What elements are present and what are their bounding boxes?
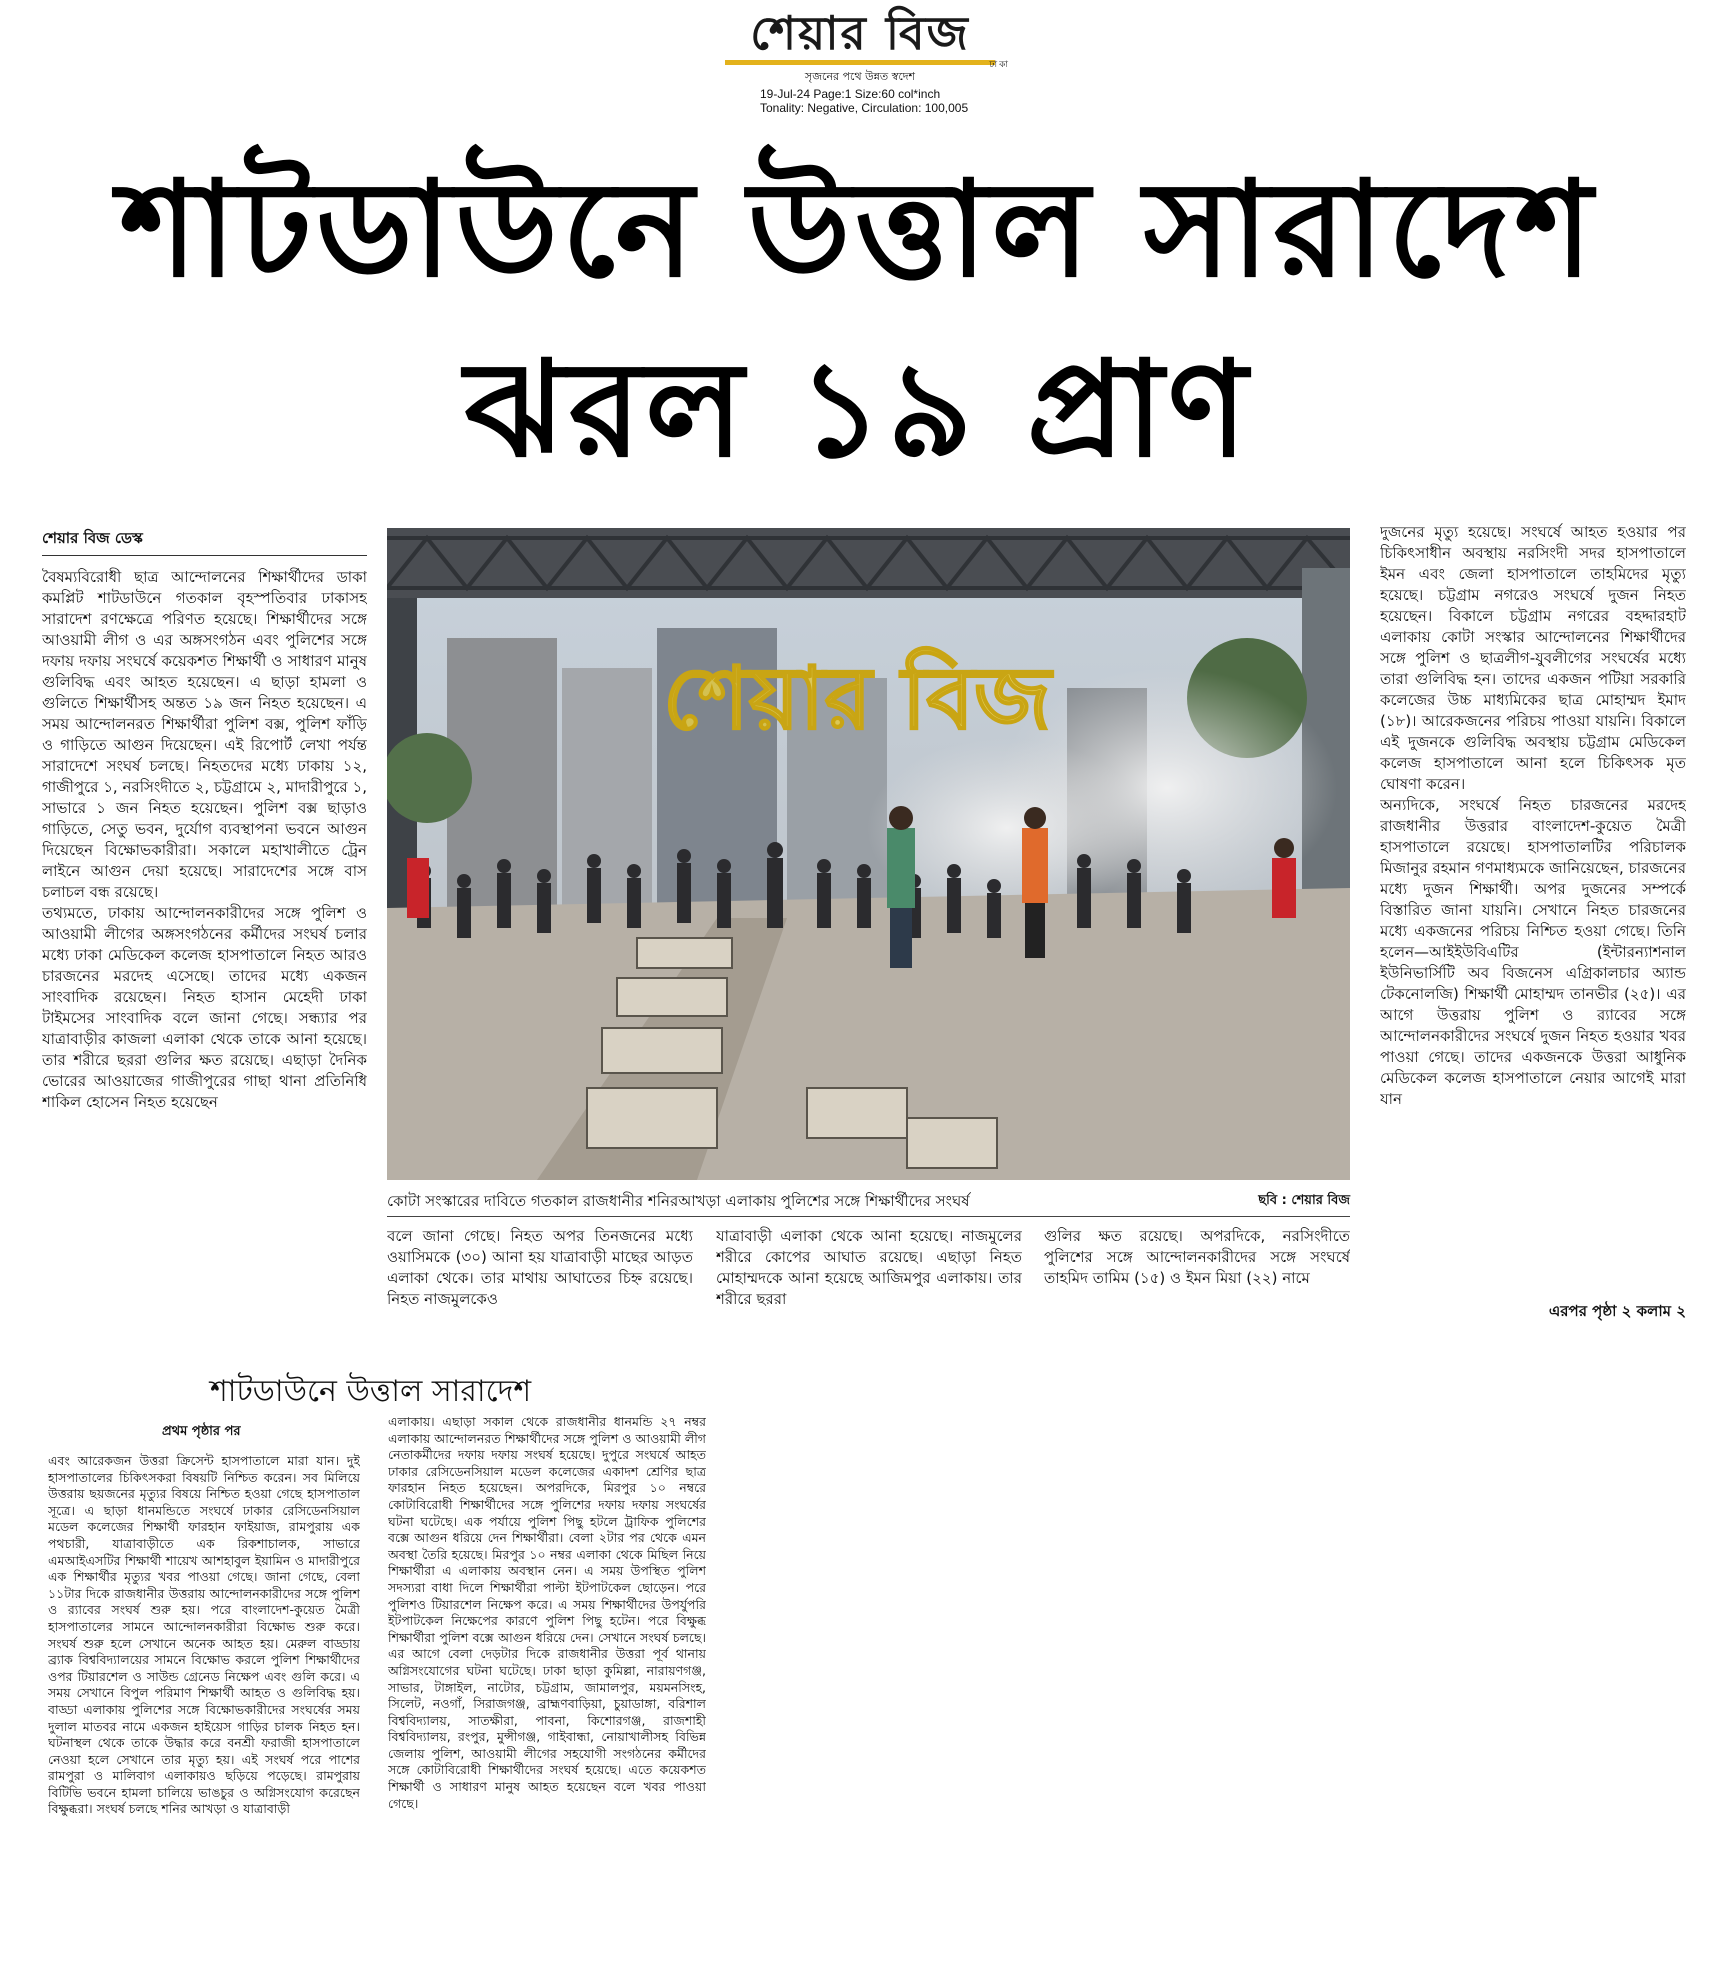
photo-caption-bar (387, 1188, 1350, 1217)
protest-scene-image (387, 528, 1350, 1180)
article-paragraph: দুজনের মৃত্যু হয়েছে। সংঘর্ষে আহত হওয়ার পর চিকিৎসাধীন অবস্থায় নরসিংদী সদর হাসপাতালে ইমন এবং জেলা হাসপাতালে তাহমিদের মৃত্যু হয়েছে। চট্টগ্রাম নগরেও সংঘর্ষে দুজন নিহত হয়েছেন। বিকালে চট্টগ্রাম নগরের বহদ্দারহাট এলাকায় কোটা সংস্কার আন্দোলনের শিক্ষার্থীদের সঙ্গে পুলিশ ও ছাত্রলীগ-যুবলীগের সংঘর্ষের মধ্যে তারা গুলিবিদ্ধ হন। তাদের একজন পটিয়া সরকারি কলেজের উচ্চ মাধ্যমিকের ছাত্র মোহাম্মদ ইমাদ (১৮)। আরেকজনের পরিচয় পাওয়া যায়নি। বিকালে এই দুজনকে গুলিবিদ্ধ অবস্থায় চট্টগ্রাম মেডিকেল কলেজ হাসপাতালে আনা হলে চিকিৎসক মৃত ঘোষণা করেন। (1380, 523, 1686, 793)
article-right-column (1380, 522, 1686, 1277)
article-left-column (42, 567, 367, 1327)
photo-caption: কোটা সংস্কারের দাবিতে গতকাল রাজধানীর শনিরআখড়া এলাকায় পুলিশের সঙ্গে শিক্ষার্থীদের সংঘর্ষ (387, 1192, 970, 1210)
photo-watermark: শেয়ার বিজ (662, 649, 1052, 749)
article-paragraph: বৈষম্যবিরোধী ছাত্র আন্দোলনের শিক্ষার্থীদের ডাকা কমপ্লিট শাটডাউনে গতকাল বৃহস্পতিবার ঢাকাসহ সারাদেশ রণক্ষেত্রে পরিণত হয়েছে। শিক্ষার্থীদের সঙ্গে আওয়ামী লীগ ও এর অঙ্গসংগঠন এবং পুলিশের সঙ্গে দফায় দফায় সংঘর্ষে কয়েকশত শিক্ষার্থী ও সাধারণ মানুষ গুলিবিদ্ধ এবং আহত হয়েছেন। এ ছাড়া হামলা ও গুলিতে শিক্ষার্থীসহ অন্তত ১৯ জন নিহত হয়েছেন। এ সময় আন্দোলনরত শিক্ষার্থীরা পুলিশ বক্স, পুলিশ ফাঁড়ি ও গাড়িতে আগুন দিয়েছেন। এই রিপোর্ট লেখা পর্যন্ত সারাদেশে সংঘর্ষ চলছে। নিহতদের মধ্যে ঢাকায় ১২, গাজীপুরে ১, নরসিংদীতে ২, চট্টগ্রামে ২, মাদারীপুরে ১, সাভারে ১ জন নিহত হয়েছেন। পুলিশ বক্স ছাড়াও গাড়িতে, সেতু ভবন, দুর্যোগ ব্যবস্থাপনা ভবনে আগুন দিয়েছেন বিক্ষোভকারীরা। সকালে মহাখালীতে ট্রেন লাইনে আগুন দেয়া হয়েছে। সারাদেশের সঙ্গে বাস চলাচল বন্ধ রয়েছে। (42, 568, 367, 901)
logo-suffix: ঢাকা (989, 60, 1010, 70)
article-paragraph: অন্যদিকে, সংঘর্ষে নিহত চারজনের মরদেহ রাজধানীর উত্তরার বাংলাদেশ-কুয়েত মৈত্রী হাসপাতালে রয়েছে। হাসপাতালটির পরিচালক মিজানুর রহমান গণমাধ্যমকে জানিয়েছেন, চারজনের মধ্যে দুজন শিক্ষার্থী। অপর দুজনের সম্পর্কে বিস্তারিত জানা যায়নি। সেখানে নিহত চারজনের মধ্যে একজনের পরিচয় নিশ্চিত হওয়া গেছে। তিনি হলেন—আইইউবিএটির (ইন্টারন্যাশনাল ইউনিভার্সিটি অব বিজনেস এগ্রিকালচার অ্যান্ড টেকনোলজি) শিক্ষার্থী মোহাম্মদ তানভীর (২৫)। এর আগে উত্তরায় পুলিশ ও র‍্যাবের সঙ্গে আন্দোলনকারীদের সংঘর্ষে দুজন নিহত হওয়ার খবর পাওয়া গেছে। তাদের একজনকে উত্তরা আধুনিক মেডিকেল কলেজ হাসপাতালে নেয়ার আগেই মারা যান (1380, 796, 1686, 1108)
article-sub-column-1: বলে জানা গেছে। নিহত অপর তিনজনের মধ্যে ওয়াসিমকে (৩০) আনা হয় যাত্রাবাড়ী মাছের আড়ত এলাকা থেকে। তার মাথায় আঘাতের চিহ্ন রয়েছে। নিহত নাজমুলকেও (387, 1227, 693, 1308)
byline: শেয়ার বিজ ডেস্ক (42, 527, 367, 556)
headline-line1: শাটডাউনে উত্তাল সারাদেশ (119, 153, 1597, 307)
newspaper-logo (700, 6, 1020, 70)
masthead (700, 6, 1020, 116)
news-photo (387, 528, 1350, 1180)
clip-meta-date: 19-Jul-24 Page:1 Size:60 col*inch (760, 87, 941, 101)
continued-on-note: এরপর পৃষ্ঠা ২ কলাম ২ (1548, 1302, 1686, 1320)
article-sub-column-2: যাত্রাবাড়ী এলাকা থেকে আনা হয়েছে। নাজমুলের শরীরে কোপের আঘাত রয়েছে। এছাড়া নিহত মোহাম্মদকে আনা হয়েছে আজিমপুর এলাকায়। তার শরীরে ছররা (716, 1227, 1022, 1308)
continuation-subheading: প্রথম পৃষ্ঠার পর (162, 1424, 241, 1439)
article-sub-column-3: গুলির ক্ষত রয়েছে। অপরদিকে, নরসিংদীতে পুলিশের সঙ্গে আন্দোলনকারীদের সঙ্গে সংঘর্ষে তাহমিদ তামিম (১৫) ও ইমন মিয়া (২২) নামে (1044, 1227, 1350, 1287)
continuation-heading: শাটডাউনে উত্তাল সারাদেশ (210, 1374, 532, 1409)
logo-accent-bar (725, 60, 995, 65)
tagline: সৃজনের পথে উন্নত স্বদেশ (804, 70, 916, 83)
continuation-column-1: এবং আরেকজন উত্তরা ক্রিসেন্ট হাসপাতালে মারা যান। দুই হাসপাতালের চিকিৎসকরা বিষয়টি নিশ্চিত করেন। সব মিলিয়ে উত্তরায় ছয়জনের মৃত্যুর বিষয়ে নিশ্চিত হওয়া গেছে হাসপাতাল সূত্রে। এ ছাড়া ধানমন্ডিতে সংঘর্ষে ঢাকার রেসিডেনসিয়াল মডেল কলেজের শিক্ষার্থী ফারহান ফাইয়াজ, রামপুরায় এক পথচারী, যাত্রাবাড়ীতে এক রিকশাচালক, সাভারে এমআইএসটির শিক্ষার্থী শায়েখ আশহাবুল ইয়ামিন ও মাদারীপুরে এক শিক্ষার্থীর মৃত্যুর খবর পাওয়া গেছে। জানা গেছে, বেলা ১১টার দিকে রাজধানীর উত্তরায় আন্দোলনকারীদের সঙ্গে পুলিশ ও র‍্যাবের সংঘর্ষ শুরু হয়। পরে বাংলাদেশ-কুয়েত মৈত্রী হাসপাতালের সামনে আন্দোলনকারীরা বিক্ষোভ শুরু করে। সংঘর্ষ শুরু হলে সেখানে অনেক আহত হয়। মেরুল বাড্ডায় ব্র্যাক বিশ্ববিদ্যালয়ের সামনে বিক্ষোভ করলে পুলিশ শিক্ষার্থীদের ওপর টিয়ারশেল ও সাউন্ড গ্রেনেড নিক্ষেপ এবং গুলি করে। এ সময় সেখানে বিপুল পরিমাণ শিক্ষার্থী আহত ও গুলিবিদ্ধ হয়। বাড্ডা এলাকায় পুলিশের সঙ্গে বিক্ষোভকারীদের সংঘর্ষের সময় দুলাল মাতবর নামে একজন হাইয়েস গাড়ির চালক নিহত হন। ঘটনাস্থল থেকে তাকে উদ্ধার করে বনশ্রী ফরাজী হাসপাতালে নেওয়া হলে সেখানে তার মৃত্যু হয়। এই সংঘর্ষ পরে পাশের রামপুরা ও মালিবাগ এলাকায়ও ছড়িয়ে পড়েছে। রামপুরায় বিটিভি ভবনে হামলা চালিয়ে ভাঙচুর ও অগ্নিসংযোগ করেছেন বিক্ষুব্ধরা। সংঘর্ষ চলছে শনির আখড়া ও যাত্রাবাড়ী (48, 1453, 360, 1817)
article-paragraph: তথ্যমতে, ঢাকায় আন্দোলনকারীদের সঙ্গে পুলিশ ও আওয়ামী লীগের অঙ্গসংগঠনের কর্মীদের সংঘর্ষ চলার মধ্যে ঢাকা মেডিকেল কলেজ হাসপাতালে নিহত আরও চারজনের মরদেহ এসেছে। তাদের মধ্যে একজন সাংবাদিক রয়েছেন। নিহত হাসান মেহেদী ঢাকা টাইমসের সাংবাদিক বলে জানা গেছে। সন্ধ্যার পর যাত্রাবাড়ীর কাজলা এলাকা থেকে তাকে আনা হয়েছে। তার শরীরে ছররা গুলির ক্ষত রয়েছে। এছাড়া দৈনিক ভোরের আওয়াজের গাজীপুরের গাছা থানা প্রতিনিধি শাকিল হোসেন নিহত হয়েছেন (42, 904, 367, 1111)
photo-credit: ছবি : শেয়ার বিজ (1258, 1193, 1350, 1208)
headline-line2: ঝরল ১৯ প্রাণ (464, 333, 1252, 487)
clip-meta-tonality: Tonality: Negative, Circulation: 100,005 (760, 101, 969, 115)
logo-text: শেয়ার বিজ (750, 6, 970, 60)
continuation-column-2: এলাকায়। এছাড়া সকাল থেকে রাজধানীর ধানমন্ডি ২৭ নম্বর এলাকায় আন্দোলনরত শিক্ষার্থীদের সঙ্গে পুলিশ ও আওয়ামী লীগ নেতাকর্মীদের দফায় দফায় সংঘর্ষ হয়েছে। দুপুরে সংঘর্ষে আহত ঢাকার রেসিডেনসিয়াল মডেল কলেজের একাদশ শ্রেণির ছাত্র ফারহান নিহত হয়েছেন। অপরদিকে, মিরপুর ১০ নম্বরে কোটাবিরোধী শিক্ষার্থীদের সঙ্গে পুলিশের দফায় দফায় সংঘর্ষের ঘটনা ঘটেছে। এক পর্যায়ে পুলিশ পিছু হটলে ট্রাফিক পুলিশের বক্সে আগুন ধরিয়ে দেন শিক্ষার্থীরা। বেলা ২টার পর থেকে এমন অবস্থা তৈরি হয়েছে। মিরপুর ১০ নম্বর এলাকা থেকে মিছিল নিয়ে শিক্ষার্থীরা এ এলাকায় অবস্থান নেন। এ সময় উপস্থিত পুলিশ সদস্যরা বাধা দিলে শিক্ষার্থীরা পাল্টা ইটপাটকেল ছোড়েন। পরে পুলিশও টিয়ারশেল নিক্ষেপ করে। এ সময় শিক্ষার্থীদের উপর্যুপরি ইটপাটকেল নিক্ষেপের কারণে পুলিশ পিছু হটেন। পরে বিক্ষুব্ধ শিক্ষার্থীরা পুলিশ বক্সে আগুন ধরিয়ে দেন। সেখানে সংঘর্ষ চলছে। এর আগে বেলা দেড়টার দিকে রাজধানীর উত্তরা পূর্ব থানায় অগ্নিসংযোগের ঘটনা ঘটেছে। ঢাকা ছাড়া কুমিল্লা, নারায়ণগঞ্জ, সাভার, টাঙ্গাইল, নাটোর, চট্টগ্রাম, জামালপুর, ময়মনসিংহ, সিলেট, নওগাঁ, সিরাজগঞ্জ, ব্রাহ্মণবাড়িয়া, চুয়াডাঙ্গা, বরিশাল বিশ্ববিদ্যালয়, সাতক্ষীরা, পাবনা, কিশোরগঞ্জ, রাজশাহী বিশ্ববিদ্যালয়, রংপুর, মুন্সীগঞ্জ, গাইবান্ধা, নোয়াখালীসহ বিভিন্ন জেলায় পুলিশ, আওয়ামী লীগের সহযোগী সংগঠনের কর্মীদের সঙ্গে কোটাবিরোধী শিক্ষার্থীদের সংঘর্ষ হয়েছে। এতে কয়েকশত শিক্ষার্থী ও সাধারণ মানুষ আহত হয়েছেন বলে খবর পাওয়া গেছে। (388, 1414, 706, 1811)
